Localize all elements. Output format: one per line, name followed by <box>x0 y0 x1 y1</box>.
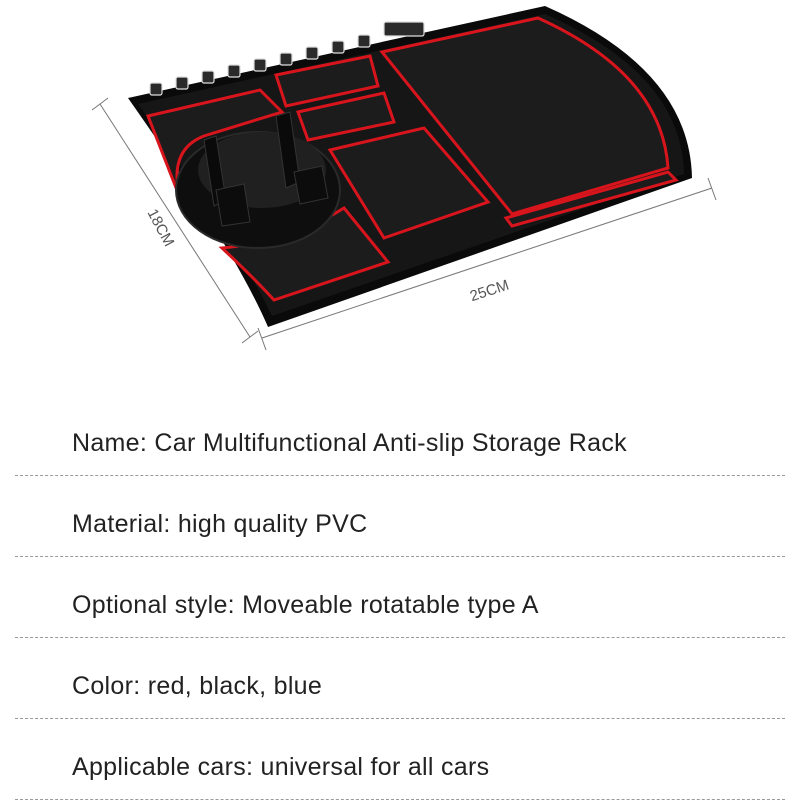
spec-row-style: Optional style: Moveable rotatable type A <box>15 567 785 648</box>
spec-value: high quality PVC <box>177 510 368 538</box>
spec-row-name: Name: Car Multifunctional Anti-slip Storage Rack <box>15 405 785 486</box>
spec-label: Applicable cars <box>72 753 247 781</box>
dotted-divider <box>15 637 785 638</box>
dotted-divider <box>15 475 785 476</box>
product-figure <box>0 0 800 390</box>
dotted-divider <box>15 718 785 719</box>
dotted-divider <box>15 556 785 557</box>
spec-label: Material <box>72 510 164 538</box>
spec-value: Car Multifunctional Anti-slip Storage Rack <box>154 429 627 457</box>
product-spec-list <box>0 405 800 810</box>
spec-row-applicable-cars: Applicable cars: universal for all cars <box>15 729 785 810</box>
width-label: 25CM <box>467 276 512 306</box>
spec-label: Name <box>72 429 140 457</box>
spec-label: Color <box>72 672 134 700</box>
spec-row-material: Material: high quality PVC <box>15 486 785 567</box>
spec-row-color: Color: red, black, blue <box>15 648 785 729</box>
spec-value: Moveable rotatable type A <box>242 591 539 619</box>
spec-value: red, black, blue <box>147 672 323 700</box>
spec-value: universal for all cars <box>260 753 490 781</box>
spec-label: Optional style <box>72 591 228 619</box>
height-label: 18CM <box>143 206 178 250</box>
